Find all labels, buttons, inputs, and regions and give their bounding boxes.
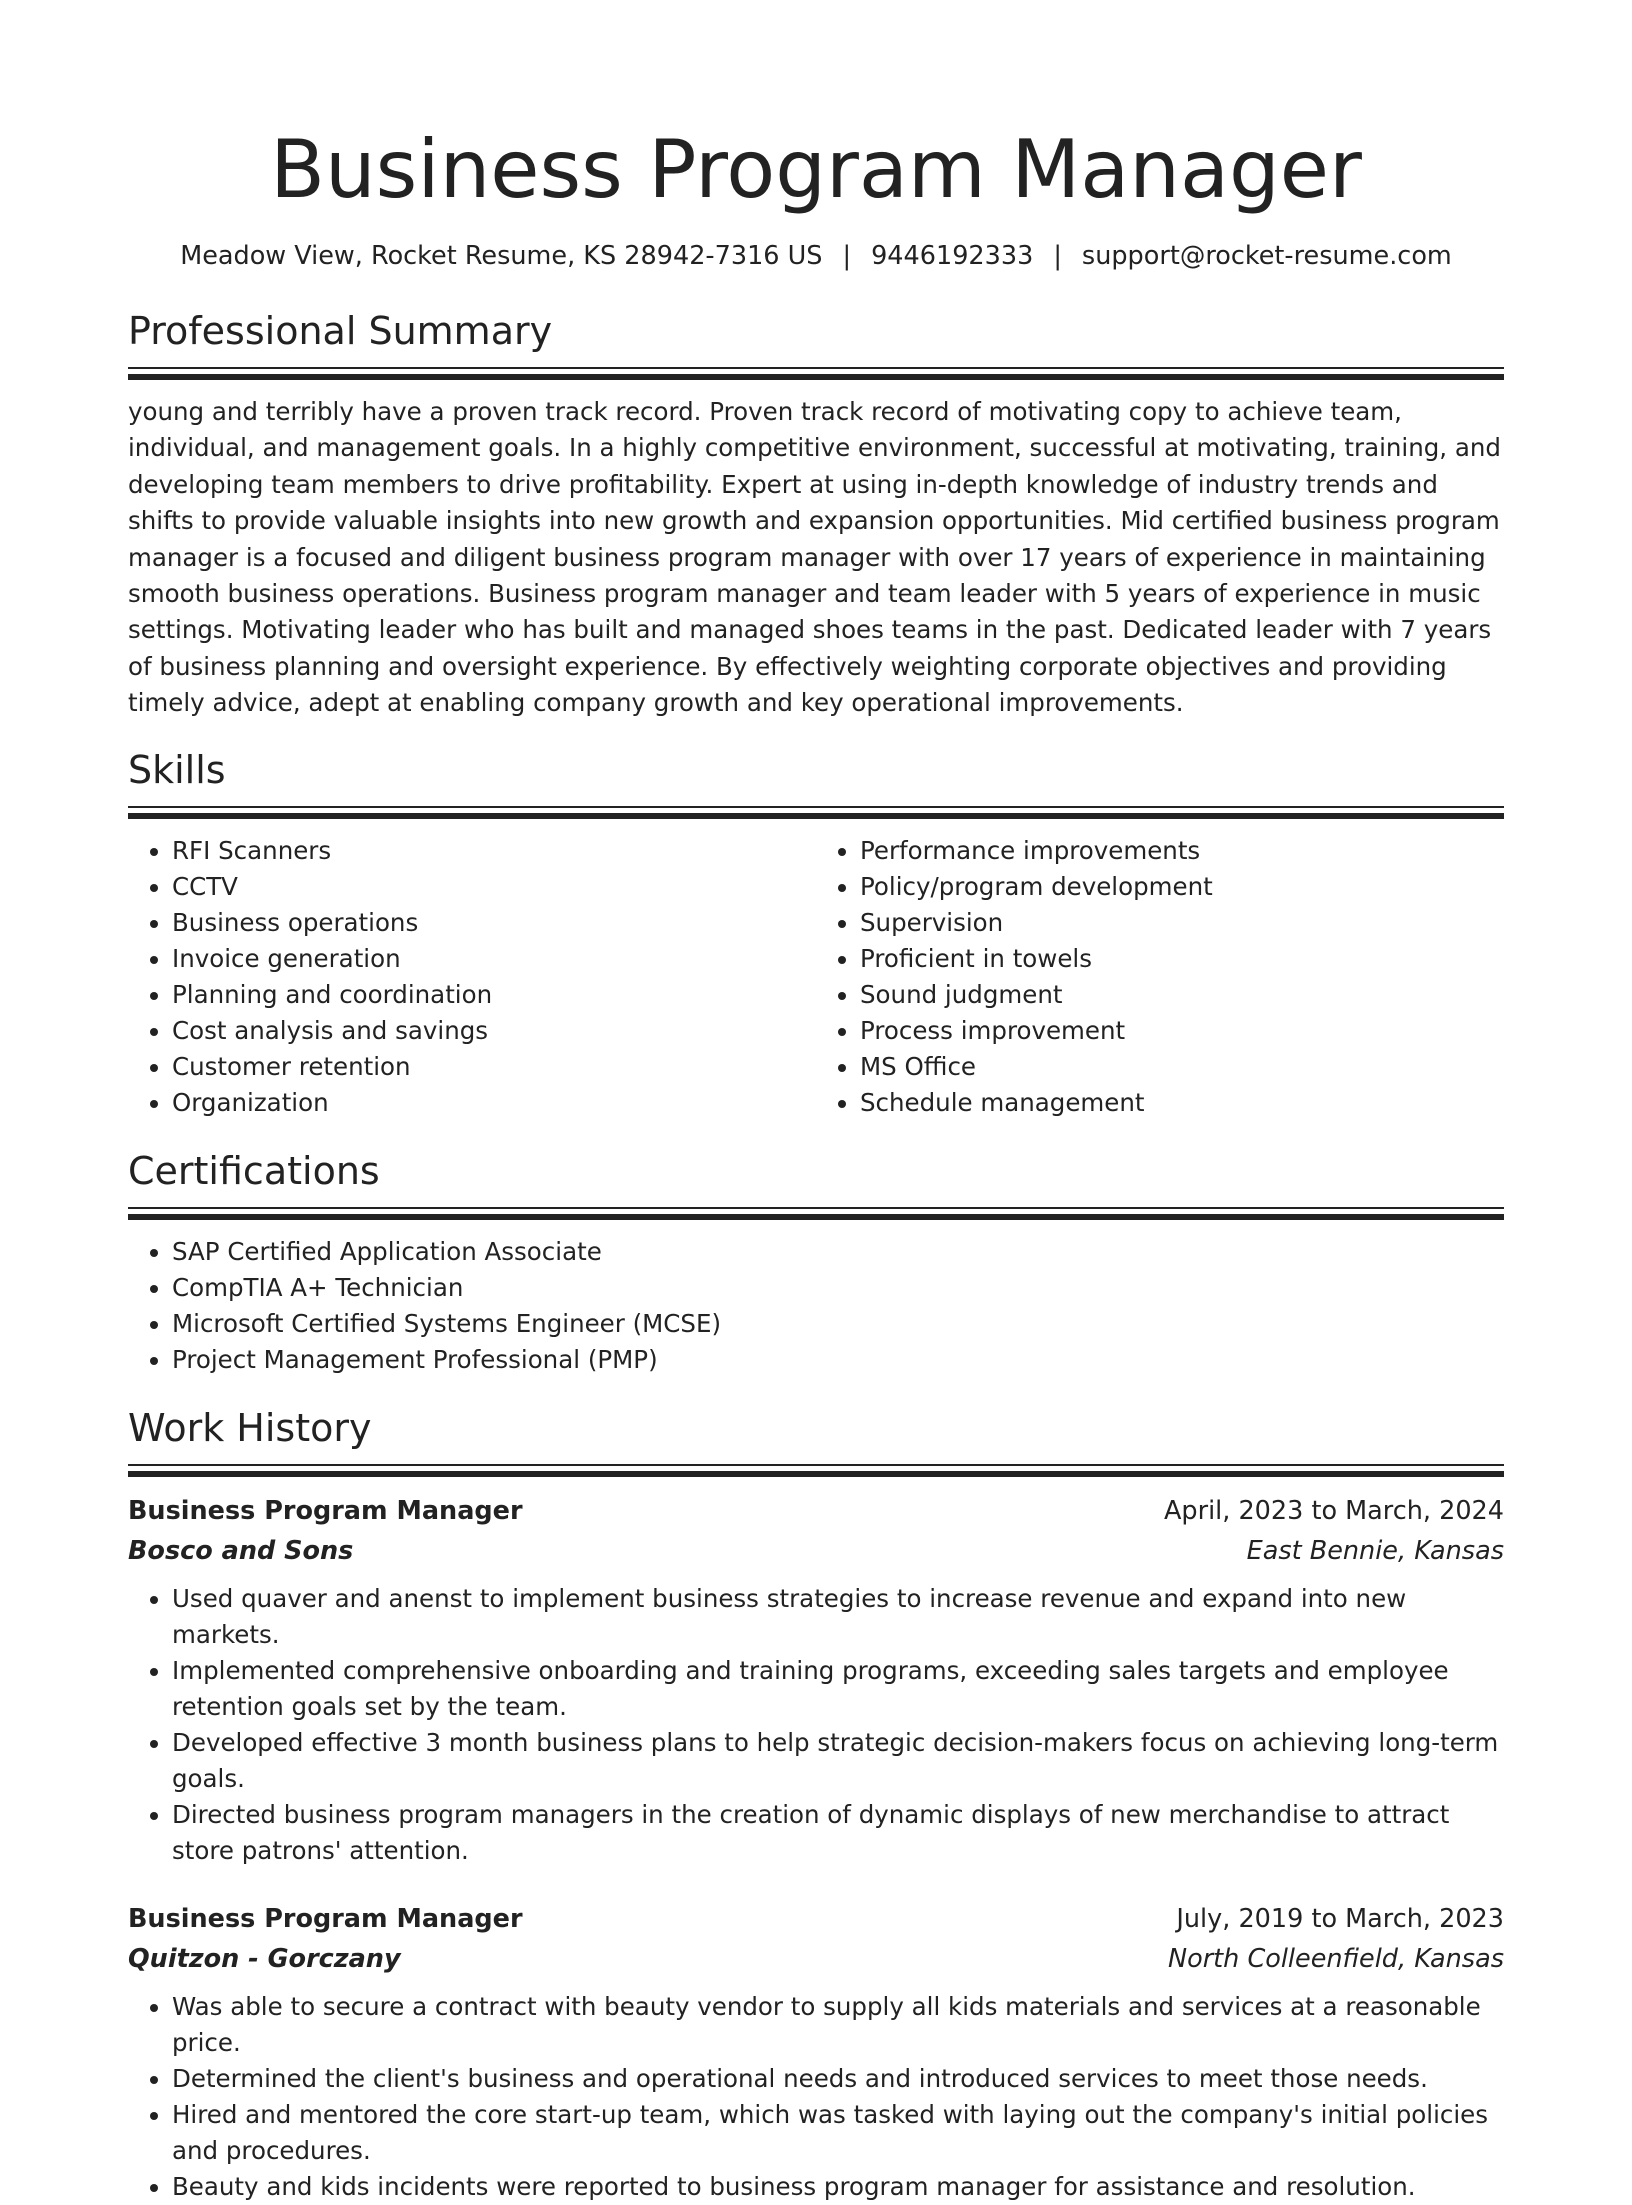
job-bullets: [128, 1581, 1504, 1869]
skill-item: • Planning and coordination: [172, 977, 816, 1013]
skill-item: • MS Office: [860, 1049, 1504, 1085]
job-header-row: [128, 1491, 1504, 1531]
contact-line: [128, 238, 1504, 274]
contact-phone: 9446192333: [871, 241, 1034, 271]
job-bullet: • Developed effective 3 month business plans to help strategic decision-makers focus on achieving long-term goals.: [172, 1725, 1504, 1797]
skill-item: • Supervision: [860, 905, 1504, 941]
skill-item: • Sound judgment: [860, 977, 1504, 1013]
resume-title: Business Program Manager: [270, 123, 1362, 216]
job-bullet: • Determined the client's business and operational needs and introduced services to meet those needs.: [172, 2061, 1504, 2097]
skill-item: • Schedule management: [860, 1085, 1504, 1121]
job-location: East Bennie, Kansas: [1246, 1535, 1504, 1566]
certifications-section: [128, 1147, 1504, 1378]
skill-item: • Organization: [172, 1085, 816, 1121]
job-bullet: • Was able to secure a contract with beauty vendor to supply all kids materials and services at a reasonable price.: [172, 1989, 1504, 2061]
job-dates: April, 2023 to March, 2024: [1163, 1495, 1504, 1526]
job-location: North Colleenfield, Kansas: [1168, 1943, 1504, 1974]
skill-item: • RFI Scanners: [172, 833, 816, 869]
skill-item: • Proficient in towels: [860, 941, 1504, 977]
job-bullet: • Beauty and kids incidents were reported to business program manager for assistance and resolution.: [172, 2169, 1504, 2205]
skill-item: • Business operations: [172, 905, 816, 941]
skill-item: • Invoice generation: [172, 941, 816, 977]
job-title: Business Program Manager: [128, 1903, 523, 1934]
job-bullet: • Directed business program managers in the creation of dynamic displays of new merchandise to attract store patrons' attention.: [172, 1797, 1504, 1869]
resume-page: [128, 0, 1504, 2205]
job-bullet: • Used quaver and anenst to implement business strategies to increase revenue and expand into new markets.: [172, 1581, 1504, 1653]
skills-list-right: [816, 833, 1504, 1121]
job-company-row: [128, 1531, 1504, 1571]
section-heading-certifications: Certifications: [128, 1148, 380, 1193]
certification-item: • Microsoft Certified Systems Engineer (MCSE): [172, 1306, 1504, 1342]
certification-item: • Project Management Professional (PMP): [172, 1342, 1504, 1378]
job-bullet: • Hired and mentored the core start-up team, which was tasked with laying out the company's initial policies and procedures.: [172, 2097, 1504, 2169]
work-history-section: [128, 1404, 1504, 2205]
certification-item: • SAP Certified Application Associate: [172, 1234, 1504, 1270]
contact-separator: |: [842, 241, 852, 271]
section-heading-work-history: Work History: [128, 1405, 372, 1450]
summary-text: young and terribly have a proven track record. Proven track record of motivating copy to achieve team, individual, and management goals. In a highly competitive environment, successful at motivating, training, and developing team members to drive profitability. Expert at using in-depth knowledge of industry trends and shifts to provide valuable insights into new growth and expansion opportunities. Mid certified business program manager is a focused and diligent business program manager with over 17 years of experience in maintaining smooth business operations. Business program manager and team leader with 5 years of experience in music settings. Motivating leader who has built and managed shoes teams in the past. Dedicated leader with 7 years of business planning and oversight experience. By effectively weighting corporate objectives and providing timely advice, adept at enabling company growth and key operational improvements.: [128, 397, 1501, 718]
certifications-list: [128, 1234, 1504, 1378]
section-divider: [128, 1464, 1504, 1477]
job-company: Bosco and Sons: [128, 1535, 354, 1566]
skills-list-left: [128, 833, 816, 1121]
skills-columns: [128, 833, 1504, 1121]
section-divider: [128, 1207, 1504, 1220]
contact-separator: |: [1053, 241, 1062, 271]
certification-item: • CompTIA A+ Technician: [172, 1270, 1504, 1306]
summary-section: [128, 307, 1504, 722]
skill-item: • CCTV: [172, 869, 816, 905]
contact-address: Meadow View, Rocket Resume, KS 28942-7316 US: [180, 241, 823, 271]
skill-item: • Policy/program development: [860, 869, 1504, 905]
section-heading-summary: Professional Summary: [128, 309, 553, 353]
skill-item: • Performance improvements: [860, 833, 1504, 869]
job-dates: July, 2019 to March, 2023: [1176, 1903, 1504, 1934]
job-entry: [128, 1899, 1504, 2205]
skill-item: • Cost analysis and savings: [172, 1013, 816, 1049]
section-divider: [128, 806, 1504, 819]
skills-section: [128, 746, 1504, 1121]
job-company: Quitzon - Gorczany: [128, 1943, 401, 1974]
skill-item: • Process improvement: [860, 1013, 1504, 1049]
job-company-row: [128, 1939, 1504, 1979]
section-heading-skills: Skills: [128, 747, 226, 792]
job-bullets: [128, 1989, 1504, 2205]
section-divider: [128, 367, 1504, 380]
contact-email[interactable]: support@rocket-resume.com: [1081, 241, 1452, 271]
job-header-row: [128, 1899, 1504, 1939]
job-title: Business Program Manager: [128, 1495, 523, 1526]
job-entry: [128, 1491, 1504, 1869]
job-bullet: • Implemented comprehensive onboarding and training programs, exceeding sales targets and employee retention goals set by the team.: [172, 1653, 1504, 1725]
skill-item: • Customer retention: [172, 1049, 816, 1085]
